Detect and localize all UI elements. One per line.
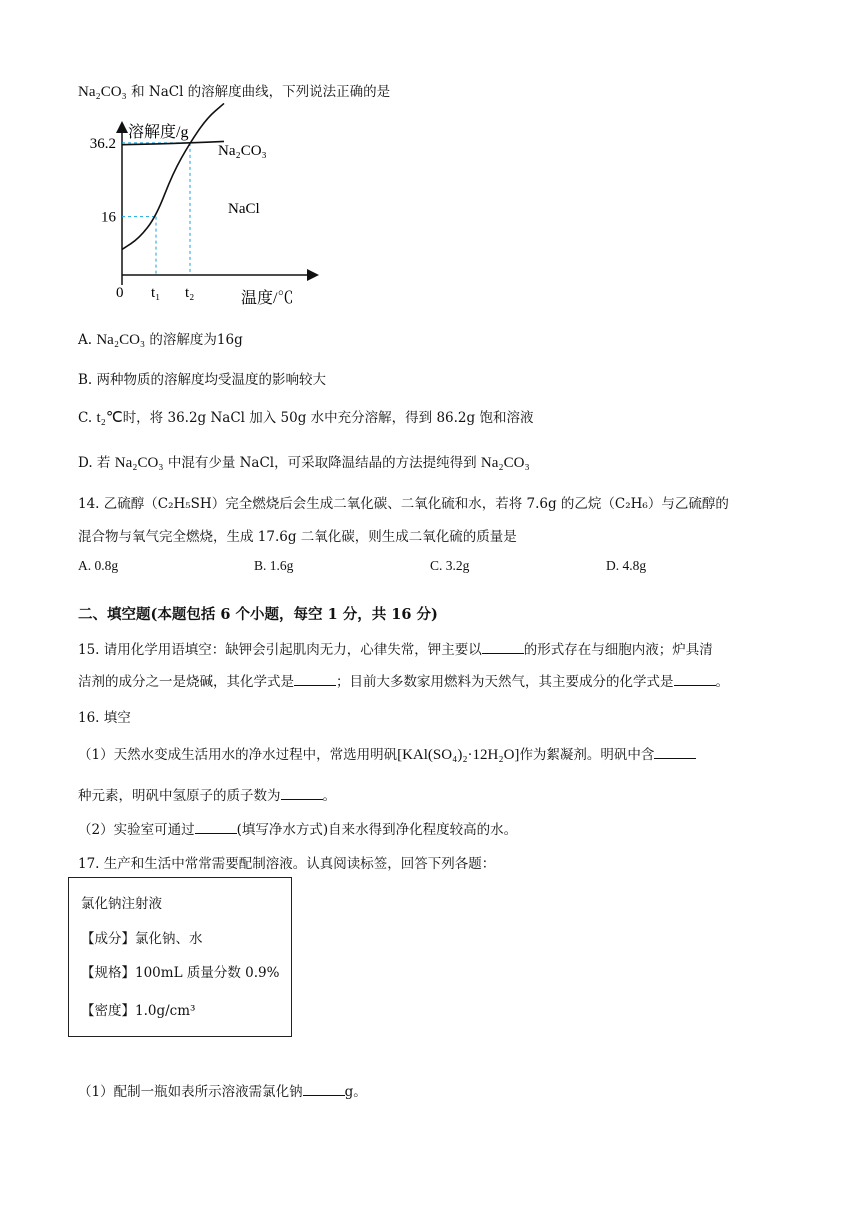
label-spec: 【规格】100mL 质量分数 0.9% (81, 965, 280, 981)
x-tick-label: t₂ (185, 285, 195, 301)
q15-text-1: 15. 请用化学用语填空：缺钾会引起肌肉无力，心律失常，钾主要以 (78, 642, 482, 658)
y-tick-label: 36.2 (89, 135, 116, 152)
q16-text-5: （2）实验室可通过 (78, 822, 195, 838)
q16-text-6: (填写净水方式)自来水得到净化程度较高的水。 (236, 822, 518, 838)
q16-title: 16. 填空 (78, 710, 131, 726)
solubility-chart (89, 115, 318, 310)
tick-labels (90, 136, 195, 301)
q16-part-1-line-2 (78, 784, 336, 804)
q15-line-1 (78, 638, 713, 658)
q17-text-2: g。 (344, 1084, 367, 1100)
option-c-temp: t₂℃ (96, 410, 123, 426)
series-line-1 (122, 141, 224, 144)
alum-formula: [KAl(SO₄)₂·12H₂O] (397, 747, 520, 763)
q16-part-1-line-1 (78, 743, 696, 764)
guide-lines (122, 143, 190, 275)
q17-blank-1[interactable] (303, 1082, 345, 1096)
q15-line-2 (78, 670, 729, 690)
q16-blank-3[interactable] (195, 820, 237, 834)
q15-blank-3[interactable] (674, 672, 716, 686)
q16-blank-1[interactable] (654, 745, 696, 759)
q13-stem-text: 和 NaCl 的溶解度曲线，下列说法正确的是 (126, 84, 391, 100)
option-d-formula-2: Na₂CO₃ (480, 455, 530, 471)
q14-option-a[interactable]: A. 0.8g (78, 558, 119, 573)
q17-text-1: （1）配制一瓶如表所示溶液需氯化钠 (78, 1084, 303, 1100)
q16-text-4: 。 (322, 788, 336, 804)
q16-blank-2[interactable] (281, 786, 323, 800)
q17-part-1 (78, 1080, 367, 1100)
q15-blank-1[interactable] (482, 640, 524, 654)
series-labels (218, 143, 267, 217)
q13-option-a[interactable] (78, 328, 243, 349)
option-a-formula: Na₂CO₃ (96, 332, 146, 348)
option-c-text: 时，将 36.2g NaCl 加入 50g 水中充分溶解，得到 86.2g 饱和溶液 (122, 410, 534, 426)
q16-text-2: 作为絮凝剂。明矾中含 (519, 747, 655, 763)
option-d-text: 中混有少量 NaCl，可采取降温结晶的方法提纯得到 (163, 455, 481, 471)
na2co3-formula: Na₂CO₃ (78, 84, 127, 100)
option-d-prefix: D. 若 (78, 455, 111, 471)
q16-part-2 (78, 818, 517, 838)
q13-option-c[interactable] (78, 406, 533, 427)
series-label: Na₂CO₃ (218, 143, 267, 159)
y-axis-label: 溶解度/g (128, 124, 189, 141)
saline-label-box (68, 877, 292, 1037)
q14-line-1: 14. 乙硫醇（C₂H₅SH）完全燃烧后会生成二氧化碳、二氧化硫和水，若将 7.6g 的乙烷（C₂H₆）与乙硫醇的 (78, 496, 729, 512)
q13-option-b[interactable] (78, 368, 326, 388)
q15-text-3: 洁剂的成分之一是烧碱，其化学式是 (78, 674, 294, 690)
q15-text-2: 的形式存在与细胞内液；炉具清 (523, 642, 713, 658)
q15-text-5: 。 (715, 674, 729, 690)
x-tick-label: t₁ (151, 285, 161, 301)
q14-option-b[interactable]: B. 1.6g (254, 558, 294, 573)
q16-text-3: 种元素，明矾中氢原子的质子数为 (78, 788, 281, 804)
q16-text-1: （1）天然水变成生活用水的净水过程中，常选用明矾 (78, 747, 398, 763)
q14-option-c[interactable]: C. 3.2g (430, 558, 470, 573)
y-tick-label: 16 (101, 209, 116, 226)
q14-line-2: 混合物与氧气完全燃烧，生成 17.6g 二氧化碳，则生成二氧化硫的质量是 (78, 529, 517, 545)
q13-stem (78, 80, 390, 101)
label-density: 【密度】1.0g/cm³ (81, 1003, 196, 1019)
label-ingredients: 【成分】氯化钠、水 (81, 931, 203, 947)
section-2-title: 二、填空题(本题包括 6 个小题，每空 1 分，共 16 分) (78, 606, 438, 623)
option-d-formula-1: Na₂CO₃ (114, 455, 164, 471)
q15-text-4: ；目前大多数家用燃料为天然气，其主要成分的化学式是 (336, 674, 674, 690)
option-a-text: 的溶解度为16g (145, 332, 243, 348)
origin-label: 0 (116, 285, 124, 301)
q14-option-d[interactable]: D. 4.8g (606, 558, 647, 573)
q17-stem: 17. 生产和生活中常常需要配制溶液。认真阅读标签，回答下列各题： (78, 856, 496, 872)
q15-blank-2[interactable] (294, 672, 336, 686)
option-b-text: B. 两种物质的溶解度均受温度的影响较大 (78, 372, 327, 388)
option-a-prefix: A. (78, 332, 93, 348)
option-c-prefix: C. (78, 410, 93, 426)
x-axis-label: 温度/℃ (241, 290, 294, 307)
label-title: 氯化钠注射液 (81, 896, 162, 912)
q13-option-d[interactable] (78, 451, 530, 472)
series-label: NaCl (228, 201, 260, 217)
